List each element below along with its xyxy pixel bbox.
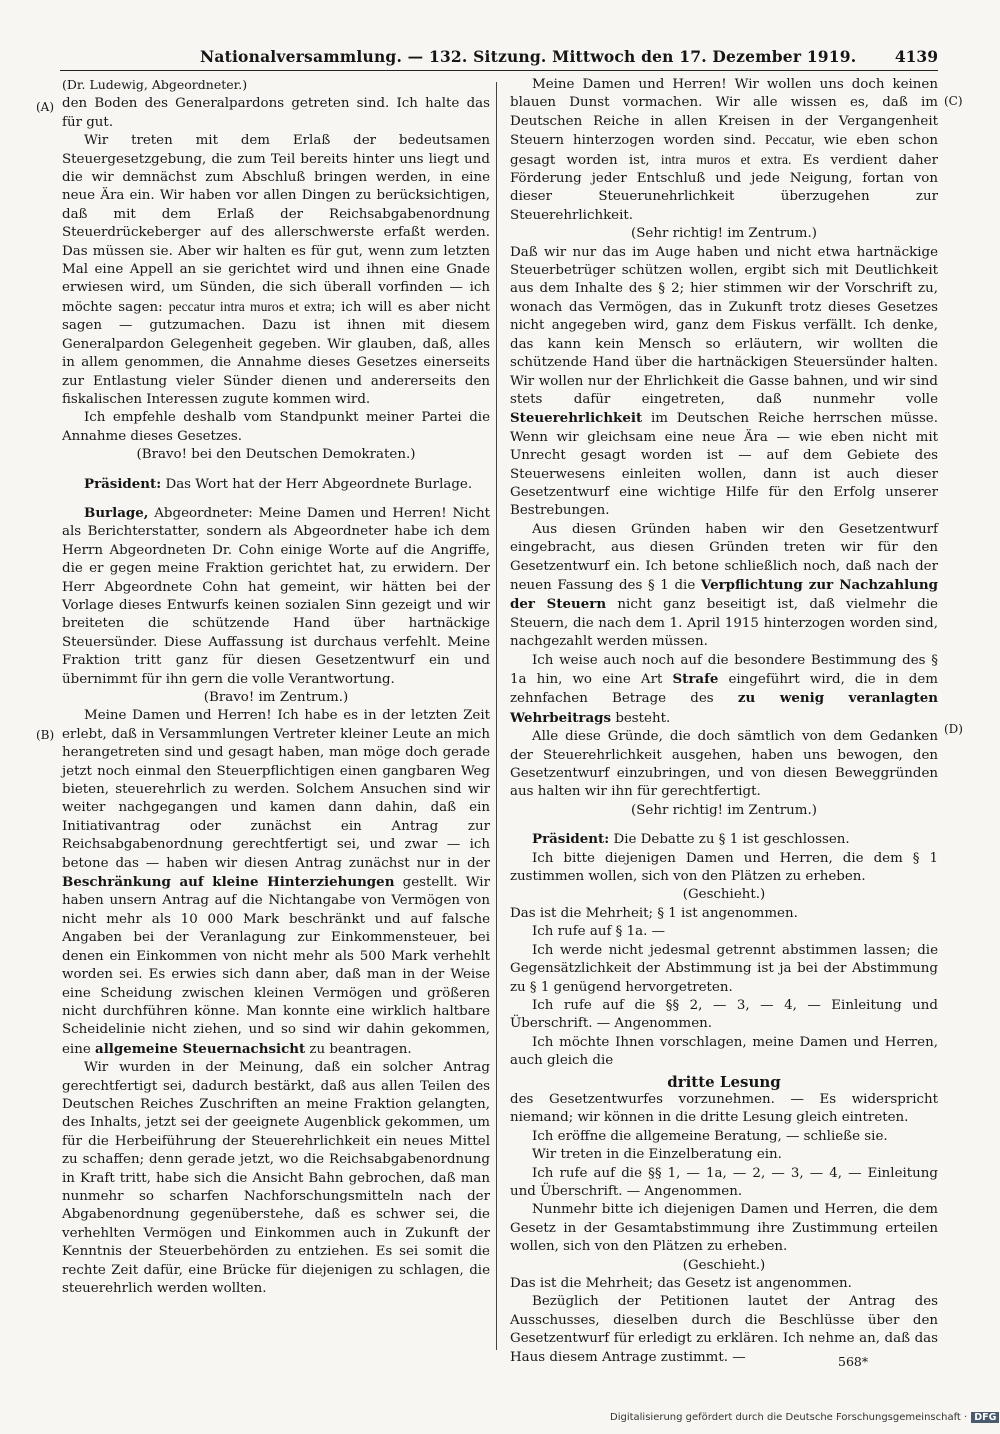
paragraph: Aus diesen Gründen haben wir den Gesetzentwurf eingebracht, aus diesen Gründen treten wir für den Gesetzentwurf ein. Ich betone schließlich noch, daß nach der neuen Fassung des § 1 die Verpflichtung zur Nachzahlung der Steuern nicht ganz beseitigt ist, daß vielmehr die Steuern, die nach dem 1. April 1915 hinterzogen worden sind, nachgezahlt werden müssen.	[510, 521, 938, 650]
margin-marker-b: (B)	[36, 728, 55, 742]
paragraph: Alle diese Gründe, die doch sämtlich von dem Gedanken der Steuerehrlichkeit ausgehen, haben uns bewogen, den Gesetzentwurf einzubringen, und von diesen Beweggründen aus halten wir ihn für gerechtfertigt.	[510, 729, 938, 800]
header-page-number: 4139	[894, 47, 938, 66]
paragraph: Ich rufe auf § 1a. —	[532, 924, 666, 940]
paragraph: Meine Damen und Herren! Wir wollen uns doch keinen blauen Dunst vormachen. Wir alle wissen es, daß im Deutschen Reiche in allen Kreisen in der Vergangenheit Steuern hinterzogen worden sind. Peccatur, wie eben schon gesagt worden ist, intra muros et extra. Es verdient daher Förderung jeder Entschluß und jede Neigung, fortan von dieser Steuerunehrlichkeit überzugehen zur Steuerehrlichkeit.	[510, 77, 938, 223]
interjection: (Bravo! im Zentrum.)	[203, 690, 349, 705]
paragraph: Wir treten mit dem Erlaß der bedeutsamen Steuergesetzgebung, die zum Teil bereits hinter uns liegt und die wir demnächst zum Abschluß bringen werden, in eine neue Ära ein. Wir haben vor allen Dingen zu berücksichtigen, daß mit dem Erlaß der Reichsabgabenordnung Steuerdrückeberger auf des allerschwerste erfaßt werden. Das müssen sie. Aber wir halten es für gut, wenn zum letzten Mal eine Appell an sie gerichtet wird und ihnen eine Gnade erwiesen wird, um Sünden, die sich überall vorfinden — ich möchte sagen: peccatur intra muros et extra; ich will es aber nicht sagen — gutzumachen. Dazu ist ihnen mit diesem Generalpardon Gelegenheit gegeben. Wir glauben, daß, alles in allem genommen, die Annahme dieses Gesetzes einerseits zur Entlastung vieler Sünder dienen und andererseits den fiskalischen Interessen zugute kommen wird.	[62, 133, 490, 407]
paragraph: Daß wir nur das im Auge haben und nicht etwa hartnäckige Steuerbetrüger schützen wollen, ergibt sich mit Deutlichkeit aus dem Inhalte des § 2; hier stimmen wir der Vorschrift zu, wonach das Vermögen, das in Zukunft trotz dieses Gesetzes nicht angegeben wird, ganz dem Fiskus verfällt. Ich denke, das kann kein Mensch so erläutern, wir wollten die schützende Hand über die hartnäckigen Steuersünder halten. Wir wollen nur der Ehrlichkeit die Gasse bahnen, und wir sind stets dafür eingetreten, daß nunmehr volle Steuerehrlichkeit im Deutschen Reiche herrschen müsse. Wenn wir gleichsam eine neue Ära — wie eben nicht mit Unrecht gesagt worden ist — auf dem Gebiete des Steuerwesens einleiten wollen, dann ist auch dieser Gesetzentwurf eine wichtige Hilfe für den Erfolg unserer Bestrebungen.	[510, 244, 938, 519]
emphasis: Beschränkung auf kleine Hinterziehungen	[62, 874, 395, 891]
paragraph: Ich möchte Ihnen vorschlagen, meine Damen und Herren, auch gleich die	[510, 1034, 938, 1069]
footer	[610, 1412, 999, 1423]
president-statement: Präsident: Das Wort hat der Herr Abgeordnete Burlage.	[84, 475, 473, 492]
latin-quote: intra muros et extra.	[660, 151, 792, 167]
margin-marker-a: (A)	[36, 100, 55, 114]
latin-quote: peccatur intra muros et extra;	[168, 298, 336, 314]
paragraph: Ich eröffne die allgemeine Beratung, — schließe sie.	[532, 1128, 888, 1144]
paragraph: Das ist die Mehrheit; § 1 ist angenommen.	[510, 905, 798, 921]
interjection: (Bravo! bei den Deutschen Demokraten.)	[136, 447, 416, 463]
paragraph: Ich empfehle deshalb vom Standpunkt meiner Partei die Annahme dieses Gesetzes.	[62, 410, 490, 444]
speaker-label: Burlage,	[84, 504, 149, 521]
paragraph: Bezüglich der Petitionen lautet der Antrag des Ausschusses, dieselben durch die Beschlüsse über den Gesetzentwurf für erledigt zu erklären. Ich nehme an, daß das Haus diesem Antrage zustimmt. —	[510, 1294, 938, 1365]
dfg-logo-icon: DFG	[971, 1412, 999, 1423]
emphasis: Strafe	[672, 671, 719, 687]
paragraph: den Boden des Generalpardons getreten sind. Ich halte das für gut.	[62, 96, 490, 130]
footer-text: Digitalisierung gefördert durch die Deutsche Forschungsgemeinschaft ·	[610, 1412, 968, 1423]
speaker-note: (Dr. Ludewig, Abgeordneter.)	[62, 77, 248, 92]
interjection: (Sehr richtig! im Zentrum.)	[631, 802, 817, 818]
right-column	[510, 76, 938, 1367]
margin-marker-d: (D)	[944, 722, 963, 736]
paragraph: Ich rufe auf die §§ 1, — 1a, — 2, — 3, — 4, — Einleitung und Überschrift. — Angenommen.	[510, 1165, 938, 1199]
spacer	[510, 820, 938, 830]
interjection: (Sehr richtig! im Zentrum.)	[631, 226, 817, 242]
page-header	[60, 44, 938, 71]
speech-burlage: Burlage, Abgeordneter: Meine Damen und Herren! Nicht als Berichterstatter, sondern als Abgeordneter habe ich dem Herrn Abgeordneten Dr. Cohn einige Worte auf die Angriffe, die er gegen meine Fraktion gerichtet hat, zu erwidern. Der Herr Abgeordnete Cohn hat gemeint, wir hätten bei der Vorlage dieses Entwurfs keinen sozialen Sinn gezeigt und wir breiteten die schützende Hand über hartnäckige Steuersünder. Diese Auffassung ist durchaus verfehlt. Meine Fraktion tritt ganz für diesen Gesetzentwurf ein und übernimmt für ihn gern die volle Verantwortung.	[62, 504, 490, 687]
spacer	[62, 494, 490, 504]
paragraph: Ich bitte diejenigen Damen und Herren, die dem § 1 zustimmen wollen, sich von den Plätzen zu erheben.	[510, 850, 938, 885]
paragraph: Das ist die Mehrheit; das Gesetz ist angenommen.	[510, 1276, 852, 1291]
paragraph: Ich rufe auf die §§ 2, — 3, — 4, — Einleitung und Überschrift. — Angenommen.	[510, 997, 938, 1032]
margin-marker-c: (C)	[944, 94, 963, 108]
president-statement: Präsident: Die Debatte zu § 1 ist geschlossen.	[532, 831, 850, 848]
paragraph: Nunmehr bitte ich diejenigen Damen und Herren, die dem Gesetz in der Gesamtabstimmung ihre Zustimmung erteilen wollen, sich von den Plätzen zu erheben.	[510, 1202, 938, 1255]
latin-quote: Peccatur,	[765, 132, 815, 148]
section-heading: dritte Lesung	[667, 1072, 781, 1091]
emphasis: allgemeine Steuernachsicht	[95, 1040, 306, 1057]
left-column	[62, 76, 490, 1298]
speaker-label: Präsident:	[84, 475, 162, 492]
speaker-label: Präsident:	[532, 831, 610, 848]
header-title: Nationalversammlung. — 132. Sitzung. Mittwoch den 17. Dezember 1919.	[200, 47, 857, 66]
emphasis: Steuerehrlichkeit	[510, 410, 643, 427]
column-divider	[496, 82, 497, 1350]
interjection: (Geschieht.)	[682, 887, 766, 903]
paragraph: Wir wurden in der Meinung, daß ein solcher Antrag gerechtfertigt sei, dadurch bestärkt, daß aus allen Teilen des Deutschen Reiches Zuschriften an meine Fraktion gelangten, des Inhalts, jetzt sei der geeignete Augenblick gekommen, um für die Herbeiführung der Steuerehrlichkeit ein neues Mittel zu schaffen; denn gerade jetzt, wo die Reichsabgabenordnung in Kraft tritt, habe sich die Ansicht Bahn gebrochen, daß man nunmehr so scharfen Nachforschungsmitteln nach der Abgabenordnung gegenüberstehe, daß es schwer sei, die verhehlten Vermögen und Einkommen auch in Zukunft der Kenntnis der Steuerbehörden zu entziehen. Es sei somit die rechte Zeit dafür, eine Brücke für diejenigen zu schlagen, die steuerehrlich werden wollten.	[62, 1060, 490, 1296]
paragraph: Meine Damen und Herren! Ich habe es in der letzten Zeit erlebt, daß in Versammlungen Vertreter kleiner Leute an mich herangetreten sind und gesagt haben, man möge doch gerade jetzt noch einmal den Steuerpflichtigen einen gangbaren Weg bieten, steuerehrlich zu werden. Solchem Ansuchen sind wir weiter nachgegangen und kamen dann dahin, daß ein Initiativantrag oder zunächst ein Antrag zur Reichsabgabenordnung gerechtfertigt sei, und zwar — ich betone das — haben wir diesen Antrag zunächst nur in der Beschränkung auf kleine Hinterziehungen gestellt. Wir haben unsern Antrag auf die Nichtangabe von Vermögen von nicht mehr als 10 000 Mark beschränkt und auf falsche Angaben bei der Veranlagung zur Einkommensteuer, bei denen ein Einkommen von nicht mehr als 500 Mark verhehlt worden sei. Es erwies sich dann aber, daß man in der Weise eine Scheidung zwischen kleinen Vermögen und größeren nicht durchführen könne. Man konnte eine wirklich haltbare Scheidelinie nicht ziehen, und so sind wir dahin gekommen, eine allgemeine Steuernachsicht zu beantragen.	[62, 708, 490, 1057]
emphasis: Verpflichtung zur Nachzahlung der Steuern	[510, 576, 938, 613]
emphasis: zu wenig veranlagten Wehrbeitrags	[510, 690, 939, 726]
interjection: (Geschieht.)	[682, 1257, 766, 1273]
signature-mark: 568*	[838, 1354, 869, 1369]
spacer	[62, 465, 490, 475]
paragraph: Wir treten in die Einzelberatung ein.	[532, 1147, 782, 1163]
paragraph: Ich weise auch noch auf die besondere Bestimmung des § 1a hin, wo eine Art Strafe eingeführt wird, die in dem zehnfachen Betrage des zu wenig veranlagten Wehrbeitrags besteht.	[510, 652, 939, 726]
paragraph: des Gesetzentwurfes vorzunehmen. — Es widerspricht niemand; wir können in die dritte Lesung gleich eintreten.	[510, 1091, 938, 1126]
paragraph: Ich werde nicht jedesmal getrennt abstimmen lassen; die Gegensätzlichkeit der Abstimmung ist ja bei der Abstimmung zu § 1 genügend hervorgetreten.	[510, 942, 938, 995]
